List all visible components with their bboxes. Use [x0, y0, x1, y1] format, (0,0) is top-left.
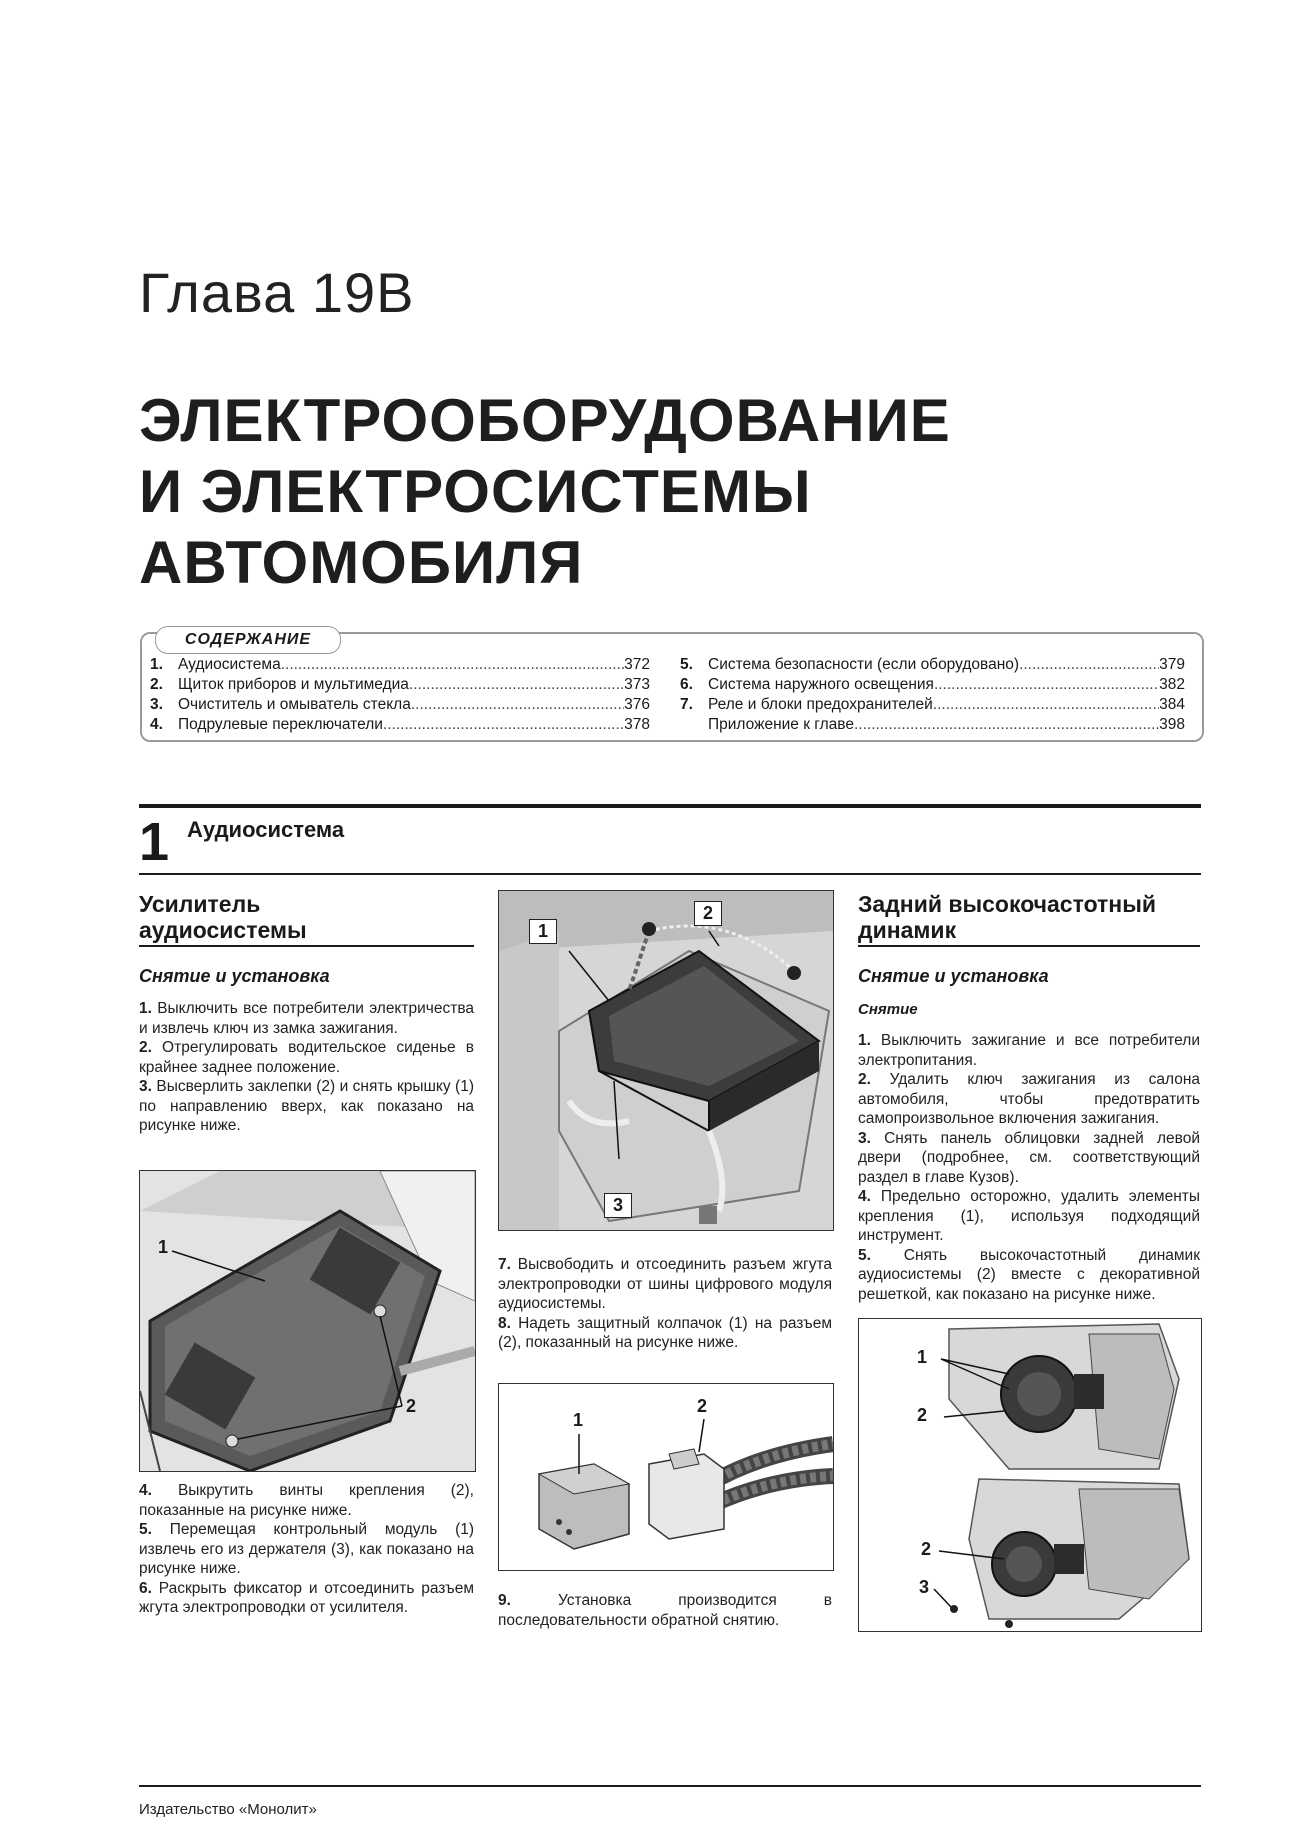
step: 1. Выключить все потребители электричества и извлечь ключ из замка зажигания.: [139, 1000, 474, 1037]
toc-page: 398: [1159, 716, 1185, 733]
col3-subheading: Снятие и установка: [858, 966, 1049, 986]
toc-page: 378: [624, 716, 650, 733]
toc-right-column: [680, 655, 1185, 735]
connector-cap-figure: [498, 1383, 834, 1571]
step: 7. Высвободить и отсоединить разъем жгута электропроводки от шины цифрового модуля аудиосистемы.: [498, 1256, 832, 1312]
toc-left-column: [150, 655, 650, 735]
toc-number: 4.: [150, 716, 163, 733]
toc-item[interactable]: [150, 655, 650, 675]
col3-subsubheading: Снятие: [858, 1001, 918, 1018]
heading-line: аудиосистемы: [139, 917, 307, 943]
toc-number: [680, 715, 708, 735]
toc-number: 2.: [150, 676, 163, 693]
callout-label: 1: [573, 1410, 584, 1430]
chapter-label: Глава 19B: [139, 261, 415, 324]
toc-number: 5.: [680, 656, 693, 673]
footer-rule: [139, 1785, 1201, 1787]
publisher-footer: Издательство «Монолит»: [139, 1801, 317, 1818]
toc-item[interactable]: [680, 715, 1185, 735]
tweeter-speaker-figure: [858, 1318, 1202, 1632]
step: 6. Раскрыть фиксатор и отсоединить разъем жгута электропроводки от усилителя.: [139, 1579, 475, 1616]
heading-line: динамик: [858, 917, 957, 943]
toc-label: Приложение к главе: [708, 716, 854, 733]
section-underline: [139, 873, 1201, 875]
step: 9. Установка производится в последовательности обратной снятию.: [498, 1592, 832, 1629]
toc-label: Подрулевые переключатели: [178, 716, 383, 733]
toc-page: 382: [1159, 676, 1185, 693]
callout-label: 2: [921, 1539, 932, 1559]
step: 8. Надеть защитный колпачок (1) на разъем (2), показанный на рисунке ниже.: [498, 1314, 832, 1351]
toc-item[interactable]: [680, 655, 1185, 675]
col2-steps-b: [498, 1591, 832, 1630]
toc-page: 373: [624, 676, 650, 693]
callout-label: 1: [529, 919, 557, 944]
connector-cap-illustration: [499, 1384, 833, 1570]
toc-item[interactable]: [150, 715, 650, 735]
col2-steps-a: [498, 1255, 832, 1353]
col3-steps: [858, 1031, 1200, 1304]
col1-heading-rule: [139, 945, 474, 947]
callout-label: 1: [917, 1347, 928, 1367]
section-number: 1: [139, 812, 170, 872]
toc-page: 379: [1159, 656, 1185, 673]
col3-heading: [858, 891, 1200, 943]
col1-steps-b: [139, 1481, 474, 1618]
callout-label: 1: [158, 1237, 169, 1257]
amplifier-cover-illustration: [140, 1171, 475, 1471]
col1-heading: [139, 891, 474, 943]
toc-number: 7.: [680, 696, 693, 713]
step: 5. Перемещая контрольный модуль (1) извлечь его из держателя (3), как показано на рисунке ниже.: [139, 1521, 475, 1577]
toc-number: 1.: [150, 656, 163, 673]
chapter-title: [139, 385, 951, 598]
tweeter-speaker-illustration: [859, 1319, 1201, 1631]
callout-label: 3: [919, 1577, 930, 1597]
col1-subheading: Снятие и установка: [139, 966, 330, 986]
toc-label: Реле и блоки предохранителей: [708, 696, 933, 713]
step: 1. Выключить зажигание и все потребители электропитания.: [858, 1032, 1200, 1069]
step: 5. Снять высокочастотный динамик аудиосистемы (2) вместе с декоративной решеткой, как показано на рисунке ниже.: [858, 1246, 1200, 1303]
toc-label: Система наружного освещения: [708, 676, 934, 693]
col1-steps-a: [139, 999, 474, 1136]
title-line: И ЭЛЕКТРОСИСТЕМЫ: [139, 458, 812, 525]
toc-page: 384: [1159, 696, 1185, 713]
callout-label: 2: [917, 1405, 928, 1425]
toc-label: Очиститель и омыватель стекла: [178, 696, 411, 713]
amplifier-cover-figure: [139, 1170, 476, 1472]
toc-item[interactable]: [150, 695, 650, 715]
step: 3. Высверлить заклепки (2) и снять крышку (1) по направлению вверх, как показано на рисунке ниже.: [139, 1078, 474, 1134]
toc-label: Аудиосистема: [178, 656, 281, 673]
step: 4. Выкрутить винты крепления (2), показанные на рисунке ниже.: [139, 1482, 474, 1519]
toc-item[interactable]: [680, 695, 1185, 715]
step: 2. Удалить ключ зажигания из салона автомобиля, чтобы предотвратить самопроизвольное включения зажигания.: [858, 1071, 1201, 1127]
step: 4. Предельно осторожно, удалить элементы крепления (1), используя подходящий инструмент.: [858, 1188, 1200, 1244]
toc-number: 3.: [150, 696, 163, 713]
section-title: Аудиосистема: [187, 817, 345, 842]
control-module-figure: [498, 890, 834, 1231]
toc-label: Система безопасности (если оборудовано): [708, 656, 1020, 673]
toc-number: 6.: [680, 676, 693, 693]
heading-line: Усилитель: [139, 891, 261, 917]
callout-label: 3: [604, 1193, 632, 1218]
callout-label: 2: [406, 1396, 417, 1416]
col3-heading-rule: [858, 945, 1200, 947]
toc-page: 376: [624, 696, 650, 713]
step: 2. Отрегулировать водительское сиденье в крайнее заднее положение.: [139, 1039, 474, 1076]
toc-page: 372: [624, 656, 650, 673]
toc-label: Щиток приборов и мультимедиа: [178, 676, 409, 693]
toc-item[interactable]: [150, 675, 650, 695]
heading-line: Задний высокочастотный: [858, 891, 1156, 917]
step: 3. Снять панель облицовки задней левой двери (подробнее, см. соответствующий раздел в главе Кузов).: [858, 1129, 1200, 1186]
title-line: ЭЛЕКТРООБОРУДОВАНИЕ: [139, 387, 951, 454]
section-rule: [139, 804, 1201, 808]
title-line: АВТОМОБИЛЯ: [139, 529, 584, 596]
toc-item[interactable]: [680, 675, 1185, 695]
toc-heading: СОДЕРЖАНИЕ: [155, 626, 341, 654]
callout-label: 2: [694, 901, 722, 926]
callout-label: 2: [697, 1396, 708, 1416]
